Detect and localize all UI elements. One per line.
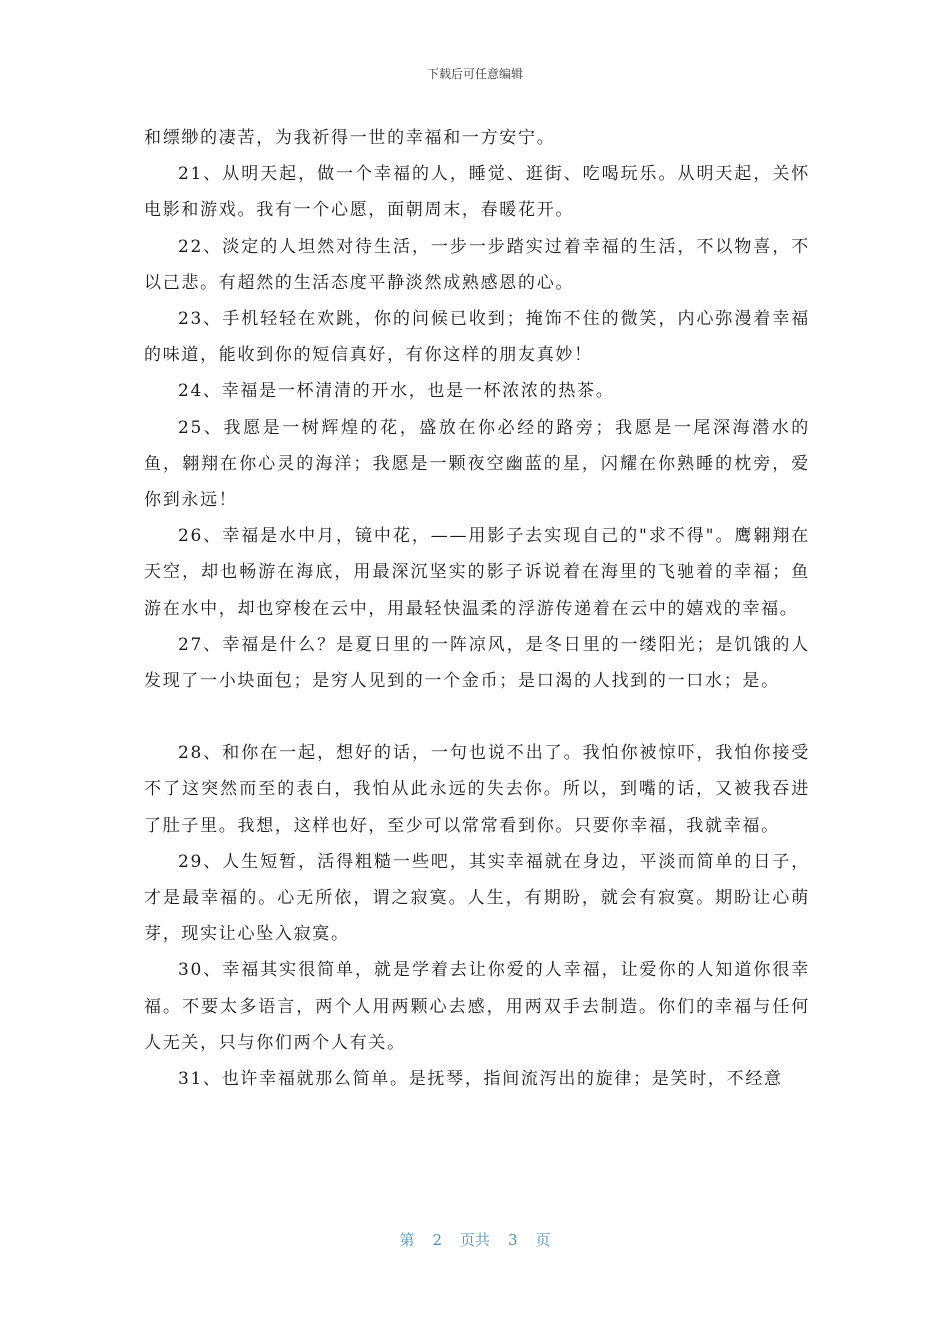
paragraph-25: 25、我愿是一树辉煌的花，盛放在你必经的路旁；我愿是一尾深海潜水的鱼，翱翔在你心灵的海洋；我愿是一颗夜空幽蓝的星，闪耀在你熟睡的枕旁，爱你到永远！ (144, 417, 810, 511)
page-header: 下载后可任意编辑 (426, 67, 523, 81)
paragraph-21: 21、从明天起，做一个幸福的人，睡觉、逛街、吃喝玩乐。从明天起，关怀电影和游戏。我有一个心愿，面朝周末，春暖花开。 (144, 164, 810, 221)
page-footer (0, 1230, 950, 1250)
paragraph-30: 30、幸福其实很简单，就是学着去让你爱的人幸福，让爱你的人知道你很幸福。不要太多语言，两个人用两颗心去感，用两双手去制造。你们的幸福与任何人无关，只与你们两个人有关。 (144, 960, 810, 1053)
paragraph-22: 22、淡定的人坦然对待生活，一步一步踏实过着幸福的生活，不以物喜，不以己悲。有超然的生活态度平静淡然成熟感恩的心。 (144, 236, 810, 293)
paragraph-26: 26、幸福是水中月，镜中花，——用影子去实现自己的"求不得"。鹰翱翔在天空，却也畅游在海底，用最深沉坚实的影子诉说着在海里的飞驰着的幸福；鱼游在水中，却也穿梭在云中，用最轻快温柔的浮游传递着在云中的嬉戏的幸福。 (144, 526, 810, 619)
paragraph-31: 31、也许幸福就那么简单。是抚琴，指间流泻出的旋律；是笑时，不经意 (178, 1069, 783, 1090)
paragraph-continuation: 和缥缈的凄苦，为我祈得一世的幸福和一方安宁。 (144, 128, 556, 148)
paragraph-28: 28、和你在一起，想好的话，一句也说不出了。我怕你被惊吓，我怕你接受不了这突然而至的表白，我怕从此永远的失去你。所以，到嘴的话，又被我吞进了肚子里。我想，这样也好，至少可以常常看到你。只要你幸福，我就幸福。 (144, 743, 810, 836)
paragraph-24: 24、幸福是一杯清清的开水，也是一杯浓浓的热茶。 (178, 381, 615, 402)
footer-middle: 页共 (459, 1231, 490, 1249)
total-page-number: 3 (508, 1231, 518, 1249)
paragraph-27: 27、幸福是什么？是夏日里的一阵凉风，是冬日里的一缕阳光；是饥饿的人发现了一小块面包；是穷人见到的一个金币；是口渴的人找到的一口水；是。 (144, 634, 810, 692)
footer-suffix: 页 (535, 1231, 551, 1249)
current-page-number: 2 (432, 1231, 442, 1249)
footer-prefix: 第 (399, 1231, 415, 1249)
paragraph-23: 23、手机轻轻在欢跳，你的问候已收到；掩饰不住的微笑，内心弥漫着幸福的味道，能收到你的短信真好，有你这样的朋友真妙！ (144, 309, 810, 366)
paragraph-29: 29、人生短暂，活得粗糙一些吧，其实幸福就在身边，平淡而简单的日子，才是最幸福的。心无所依，谓之寂寞。人生，有期盼，就会有寂寞。期盼让心萌芽，现实让心坠入寂寞。 (144, 851, 810, 945)
document-body (144, 120, 810, 1097)
